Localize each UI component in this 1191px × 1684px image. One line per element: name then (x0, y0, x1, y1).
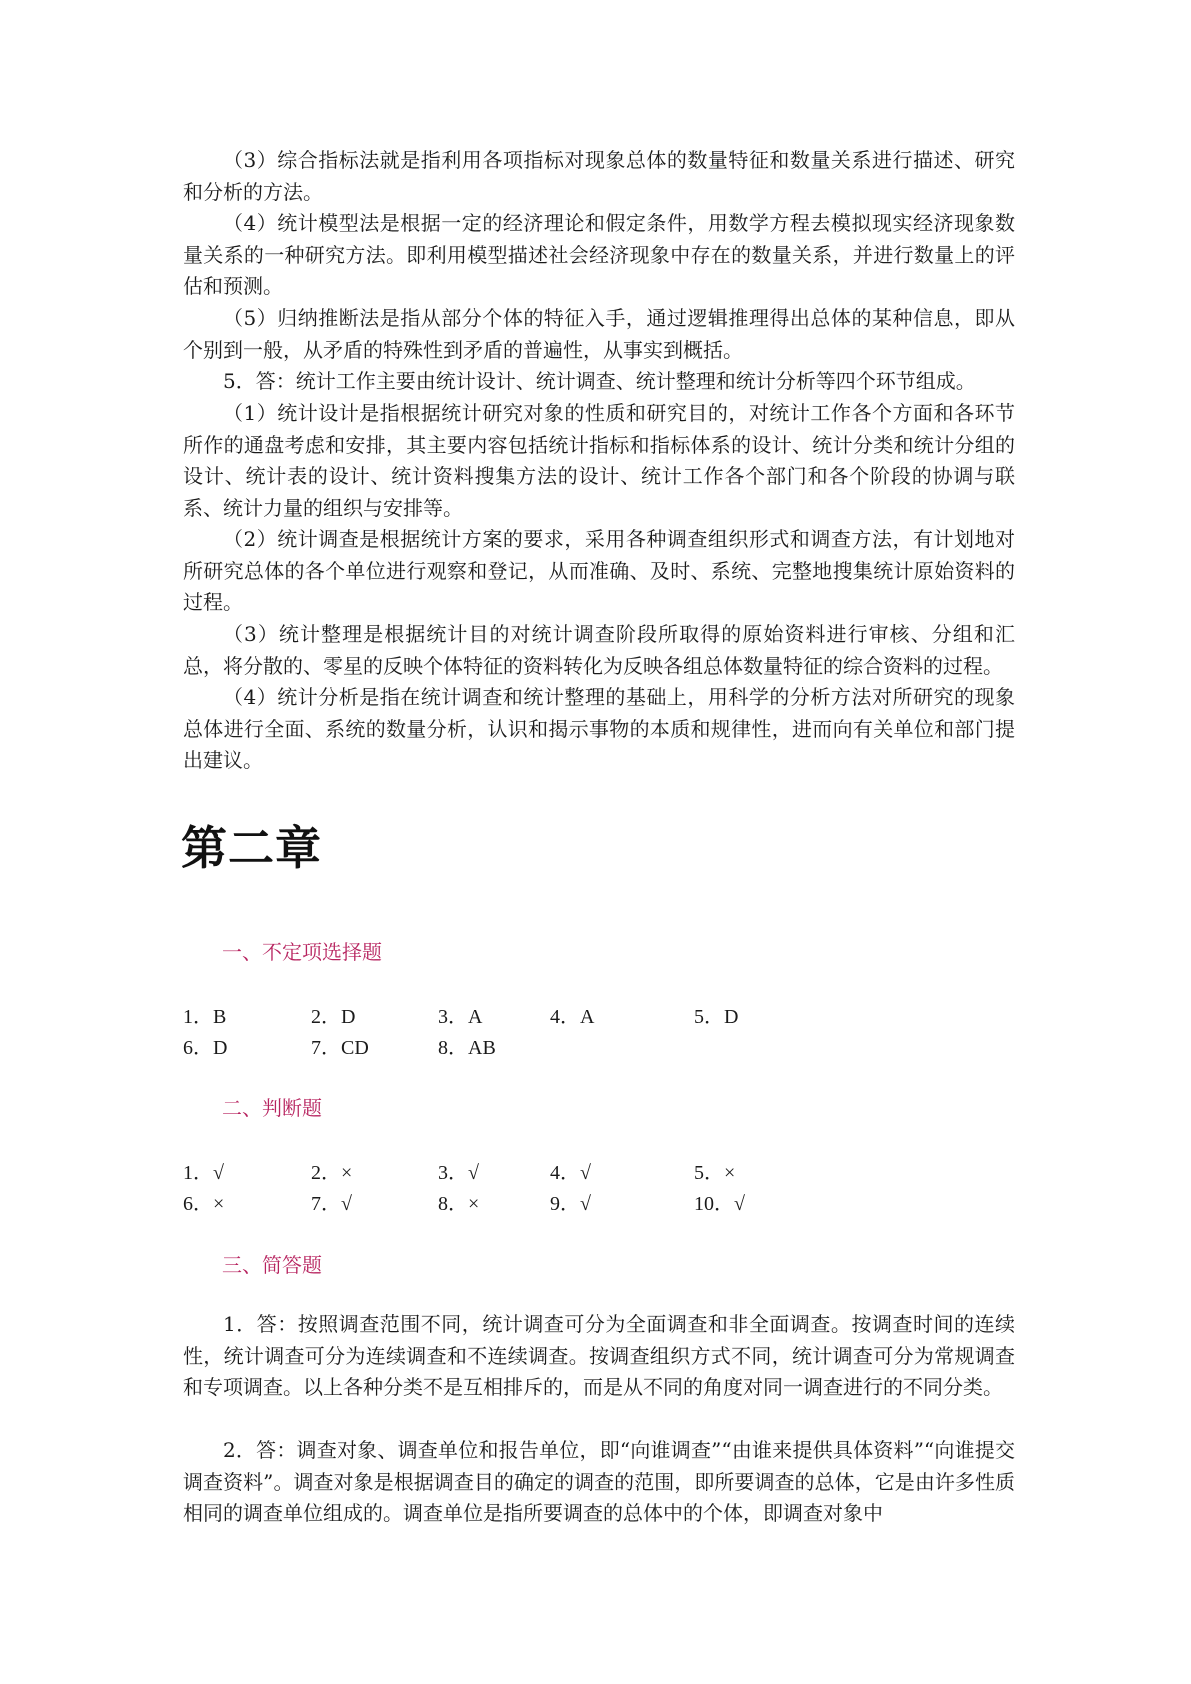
answer-item: 9．√ (550, 1193, 591, 1215)
paragraph-short-answer-2: 2．答：调查对象、调查单位和报告单位，即“向谁调查”“由谁来提供具体资料”“向谁提交调查资料”。调查对象是根据调查目的确定的调查的范围，即所要调查的总体，它是由许多性质相同的调查单位组成的。调查单位是指所要调查的总体中的个体，即调查对象中 (183, 1438, 1015, 1525)
answer-item: 1．√ (183, 1162, 224, 1184)
answer-item: 4．√ (550, 1162, 591, 1184)
chapter-title: 第二章 (181, 821, 322, 875)
true-false-answers-row-1 (183, 1156, 1015, 1186)
answer-item: 4．A (550, 1006, 595, 1028)
section-heading-true-false: 二、判断题 (222, 1096, 322, 1120)
answer-item: 7．√ (311, 1193, 352, 1215)
true-false-answers-row-2 (183, 1187, 1015, 1217)
answer-item: 8．× (438, 1193, 480, 1215)
paragraph-statistical-organization: （3）统计整理是根据统计目的对统计调查阶段所取得的原始资料进行审核、分组和汇总，将分散的、零星的反映个体特征的资料转化为反映各组总体数量特征的综合资料的过程。 (183, 622, 1015, 678)
answer-item: 3．A (438, 1006, 483, 1028)
answer-item: 2．× (311, 1162, 353, 1184)
answer-item: 7．CD (311, 1037, 369, 1059)
answer-item: 10．√ (694, 1193, 745, 1215)
paragraph-statistical-survey: （2）统计调查是根据统计方案的要求，采用各种调查组织形式和调查方法，有计划地对所研究总体的各个单位进行观察和登记，从而准确、及时、系统、完整地搜集统计原始资料的过程。 (183, 527, 1015, 614)
multiple-choice-answers-row-1 (183, 1000, 1015, 1030)
section-heading-multiple-choice: 一、不定项选择题 (222, 940, 382, 964)
multiple-choice-answers-row-2 (183, 1031, 1015, 1061)
answer-item: 5．× (694, 1162, 736, 1184)
section-heading-short-answer: 三、简答题 (222, 1253, 322, 1277)
answer-item: 6．D (183, 1037, 228, 1059)
answer-item: 2．D (311, 1006, 356, 1028)
paragraph-answer-5: 5．答：统计工作主要由统计设计、统计调查、统计整理和统计分析等四个环节组成。 (223, 369, 976, 393)
paragraph-statistical-analysis: （4）统计分析是指在统计调查和统计整理的基础上，用科学的分析方法对所研究的现象总体进行全面、系统的数量分析，认识和揭示事物的本质和规律性，进而向有关单位和部门提出建议。 (183, 685, 1015, 772)
answer-item: 6．× (183, 1193, 225, 1215)
answer-item: 3．√ (438, 1162, 479, 1184)
paragraph-inductive-inference-method: （5）归纳推断法是指从部分个体的特征入手，通过逻辑推理得出总体的某种信息，即从个别到一般，从矛盾的特殊性到矛盾的普遍性，从事实到概括。 (183, 306, 1015, 362)
answer-item: 5．D (694, 1006, 739, 1028)
paragraph-comprehensive-index-method: （3）综合指标法就是指利用各项指标对现象总体的数量特征和数量关系进行描述、研究和分析的方法。 (183, 148, 1015, 204)
answer-item: 1．B (183, 1006, 227, 1028)
paragraph-statistical-design: （1）统计设计是指根据统计研究对象的性质和研究目的，对统计工作各个方面和各环节所作的通盘考虑和安排，其主要内容包括统计指标和指标体系的设计、统计分类和统计分组的设计、统计表的设计、统计资料搜集方法的设计、统计工作各个部门和各个阶段的协调与联系、统计力量的组织与安排等。 (183, 401, 1015, 520)
paragraph-statistical-model-method: （4）统计模型法是根据一定的经济理论和假定条件，用数学方程去模拟现实经济现象数量关系的一种研究方法。即利用模型描述社会经济现象中存在的数量关系，并进行数量上的评估和预测。 (183, 211, 1015, 298)
paragraph-short-answer-1: 1．答：按照调查范围不同，统计调查可分为全面调查和非全面调查。按调查时间的连续性，统计调查可分为连续调查和不连续调查。按调查组织方式不同，统计调查可分为常规调查和专项调查。以上各种分类不是互相排斥的，而是从不同的角度对同一调查进行的不同分类。 (183, 1312, 1015, 1399)
answer-item: 8．AB (438, 1037, 496, 1059)
